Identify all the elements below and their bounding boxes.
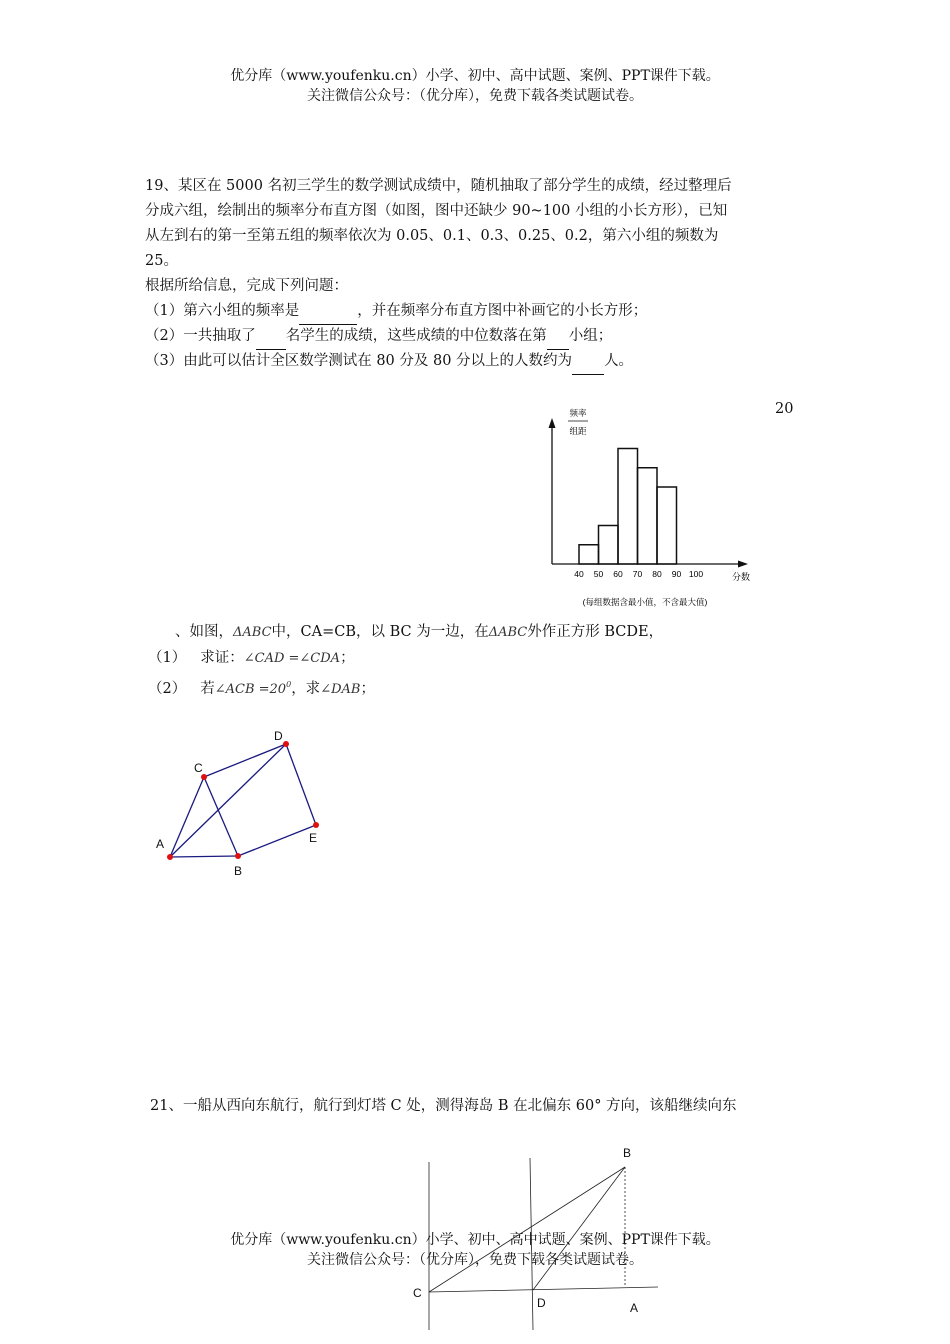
histogram-bar-70-80 xyxy=(638,468,658,564)
q20-part-2-formula: ∠ACB =20 xyxy=(214,681,287,697)
answer-blank-1[interactable] xyxy=(299,299,357,325)
y-axis-arrow xyxy=(549,418,556,428)
segment-ac xyxy=(170,777,204,857)
q19-part-2-text-b: 名学生的成绩，这些成绩的中位数落在第 xyxy=(285,328,547,344)
q20-part-2-mid: ，求 xyxy=(291,680,321,697)
label-b: B xyxy=(234,864,243,878)
label-d: D xyxy=(274,729,283,743)
y-label-top: 频率 xyxy=(569,408,587,418)
q19-intro: 根据所给信息，完成下列问题： xyxy=(145,278,348,294)
frequency-histogram xyxy=(540,400,770,615)
q20-part-1 xyxy=(148,646,355,671)
q19-part-3-text-b: 人。 xyxy=(604,353,634,369)
point-e xyxy=(313,822,319,828)
histogram-bar-50-60 xyxy=(599,526,619,565)
q19-part-2-text-c: 小组； xyxy=(568,328,613,344)
x-tick-label: 80 xyxy=(652,569,662,579)
x-axis-label: 分数 xyxy=(731,572,751,582)
histogram-bars xyxy=(579,449,677,565)
q20-line-1 xyxy=(175,620,663,645)
q20-part-2-end: ； xyxy=(360,680,375,697)
q19-part-1-text-a: （1）第六小组的频率是 xyxy=(145,303,300,319)
q20-part-1-label: （1） xyxy=(148,650,187,666)
point-d xyxy=(283,741,289,747)
q20-number: 20 xyxy=(775,401,794,417)
q20-part-2-text: 若 xyxy=(200,680,215,697)
label-a-21: A xyxy=(630,1301,639,1315)
x-tick-labels xyxy=(574,569,703,579)
square-triangle-figure xyxy=(140,720,340,885)
x-tick-label: 40 xyxy=(574,569,584,579)
q19-part-2-text-a: （2）一共抽取了 xyxy=(145,328,256,344)
header-line-1: 优分库（www.youfenku.cn）小学、初中、高中试题、案例、PPT课件下载。 xyxy=(230,68,720,84)
x-tick-label: 100 xyxy=(688,569,704,579)
answer-blank-2[interactable] xyxy=(256,324,286,350)
histogram-bar-80-90 xyxy=(657,487,677,564)
point-a xyxy=(167,854,173,860)
figure-lines xyxy=(170,744,316,857)
q20-text-b: 中，CA=CB，以 BC 为一边，在 xyxy=(271,624,489,640)
q19-line-4: 25。 xyxy=(145,253,178,269)
chart-caption: (每组数据含最小值，不含最大值) xyxy=(582,597,708,607)
histogram-bar-60-70 xyxy=(618,449,638,565)
x-tick-label: 70 xyxy=(632,569,643,579)
footer-line-2: 关注微信公众号：（优分库），免费下载各类试题试卷。 xyxy=(307,1252,643,1268)
q19-part-3 xyxy=(145,349,633,375)
degree-sup: 0 xyxy=(286,680,292,689)
q19-line-2: 分成六组，绘制出的频率分布直方图（如图，图中还缺少 90~100 小组的小长方形），已知 xyxy=(145,203,728,219)
segment-ad xyxy=(170,744,286,857)
segment-ab xyxy=(170,856,238,857)
q20-text-c: 外作正方形 BCDE， xyxy=(527,624,664,640)
q19-line-3: 从左到右的第一至第五组的频率依次为 0.05、0.1、0.3、0.25、0.2，第六小组的频数为 xyxy=(145,228,719,244)
histogram-bar-40-50 xyxy=(579,545,599,564)
x-tick-label: 60 xyxy=(613,569,623,579)
label-e: E xyxy=(309,831,318,845)
east-line xyxy=(429,1287,658,1292)
line-db xyxy=(533,1167,625,1290)
triangle-abc-2: ΔABC xyxy=(488,625,528,640)
q19-part-1 xyxy=(145,299,647,325)
label-c: C xyxy=(194,761,203,775)
answer-blank-4[interactable] xyxy=(572,349,604,375)
q19-line-1: 19、某区在 5000 名初三学生的数学测试成绩中，随机抽取了部分学生的成绩，经过整理后 xyxy=(145,178,732,194)
triangle-abc-1: ΔABC xyxy=(233,625,272,640)
q20-part-1-formula: ∠CAD =∠CDA xyxy=(243,651,341,666)
point-b xyxy=(235,853,241,859)
segment-cb xyxy=(204,777,238,856)
q20-part-1-text: 求证： xyxy=(200,650,244,666)
label-a: A xyxy=(156,837,165,851)
segment-cd xyxy=(204,744,286,777)
q19-part-1-text-b: ，并在频率分布直方图中补画它的小长方形； xyxy=(357,303,648,319)
label-c-21: C xyxy=(413,1286,422,1300)
label-d-21: D xyxy=(537,1296,546,1310)
x-tick-label: 50 xyxy=(593,569,604,579)
answer-blank-3[interactable] xyxy=(547,324,569,350)
q19-part-2 xyxy=(145,324,612,350)
x-tick-label: 90 xyxy=(671,569,682,579)
figure-points xyxy=(167,741,319,860)
q20-part-1-end: ； xyxy=(340,650,355,666)
x-axis-arrow xyxy=(738,561,748,568)
segment-eb xyxy=(238,825,316,856)
q20-part-2-label: （2） xyxy=(148,680,187,697)
q21-line-1: 21、一船从西向东航行，航行到灯塔 C 处，测得海岛 B 在北偏东 60° 方向，该船继续向东 xyxy=(150,1098,737,1114)
q20-part-2-formula-2: ∠DAB xyxy=(320,681,361,697)
q20-text-a: 、如图， xyxy=(175,624,233,640)
q19-part-3-text-a: （3）由此可以估计全区数学测试在 80 分及 80 分以上的人数约为 xyxy=(145,353,573,369)
y-label-bottom: 组距 xyxy=(569,426,587,436)
segment-de xyxy=(286,744,316,825)
q20-part-2 xyxy=(148,672,375,702)
header-line-2: 关注微信公众号：（优分库），免费下载各类试题试卷。 xyxy=(307,88,643,104)
label-b-21: B xyxy=(623,1146,632,1160)
footer-line-1: 优分库（www.youfenku.cn）小学、初中、高中试题、案例、PPT课件下载。 xyxy=(230,1232,720,1248)
